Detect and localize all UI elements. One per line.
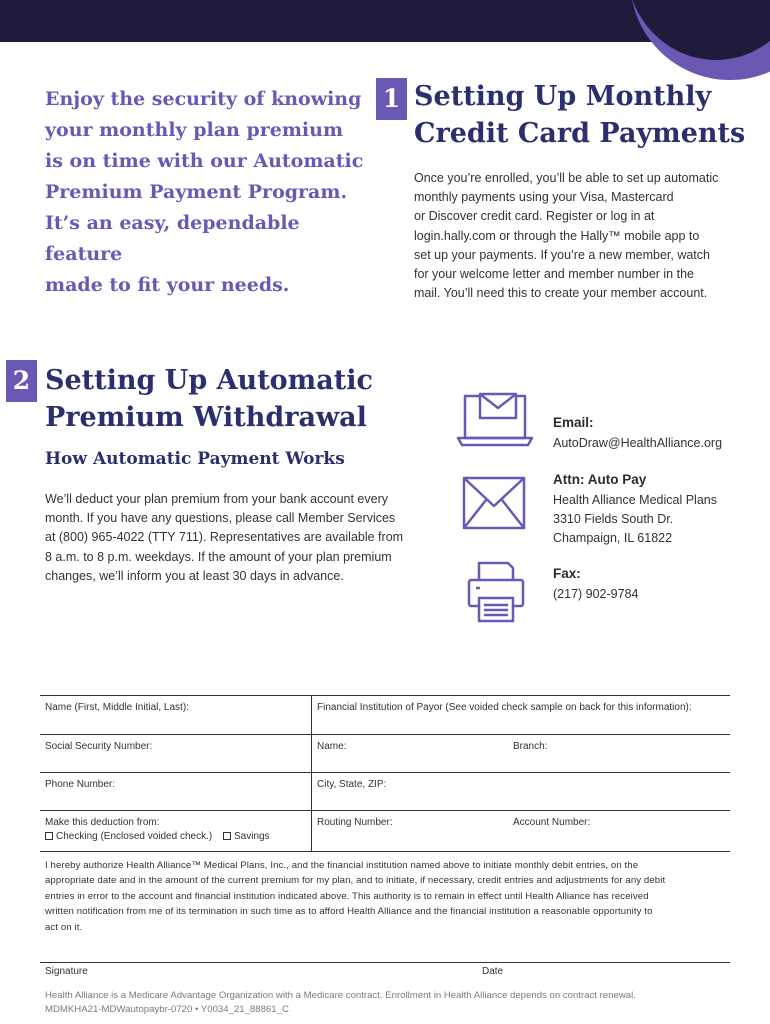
routing-account-cell xyxy=(312,811,730,851)
bank-name-field-label: Name: xyxy=(317,741,347,752)
authorization-line: entries in error to the account and financial institution indicated above. This authority is to remain in effect until Health Alliance has received xyxy=(45,890,649,902)
institution-field-label: Financial Institution of Payor (See voided check sample on back for this information): xyxy=(317,702,692,713)
footer-disclaimer: Health Alliance is a Medicare Advantage Organization with a Medicare contract. Enrollment in Health Alliance depends on contract renewal. xyxy=(45,990,636,1001)
fax-machine-icon xyxy=(466,560,526,624)
section-1-body-line: mail. You’ll need this to create your member account. xyxy=(414,286,708,301)
bank-name-branch-cell xyxy=(312,735,730,772)
mail-address-line: Champaign, IL 61822 xyxy=(553,531,673,545)
envelope-icon xyxy=(462,476,526,530)
name-field-label: Name (First, Middle Initial, Last): xyxy=(45,702,189,713)
deduction-label: Make this deduction from: xyxy=(45,817,160,828)
authorization-line: I hereby authorize Health Alliance™ Medical Plans, Inc., and the financial institution named above to initiate monthly debit entries, on the xyxy=(45,860,639,871)
section-2-body-line: 8 a.m. to 8 p.m. weekdays. If the amount of your plan premium xyxy=(45,549,392,564)
section-1-body-line: Once you’re enrolled, you’ll be able to set up automatic xyxy=(414,171,719,185)
checking-label: Checking (Enclosed voided check.) xyxy=(56,831,213,842)
authorization-line: act on it. xyxy=(45,921,83,933)
intro-tagline xyxy=(45,84,375,301)
section-2-body-line: month. If you have any questions, please call Member Services xyxy=(45,511,396,526)
email-label: Email: xyxy=(553,415,594,430)
section-1-title-line: Setting Up Monthly xyxy=(414,81,712,112)
laptop-mail-icon xyxy=(456,392,534,450)
branch-field[interactable] xyxy=(513,741,547,766)
form-row xyxy=(40,773,730,811)
form-row xyxy=(40,735,730,773)
section-2-number: 2 xyxy=(6,360,37,402)
mail-address-line: 3310 Fields South Dr. xyxy=(553,512,674,526)
section-2-body-line: at (800) 965-4022 (TTY 711). Representatives are available from xyxy=(45,530,404,545)
form-row xyxy=(40,696,730,735)
branch-field-label: Branch: xyxy=(513,741,548,752)
ssn-field[interactable] xyxy=(40,735,312,772)
section-1-body-line: or Discover credit card. Register or log in at xyxy=(414,209,655,224)
phone-field[interactable] xyxy=(40,773,312,810)
mail-address-line: Health Alliance Medical Plans xyxy=(553,493,717,507)
section-2-body-line: We’ll deduct your plan premium from your bank account every xyxy=(45,492,388,506)
phone-field-label: Phone Number: xyxy=(45,779,116,790)
name-field[interactable] xyxy=(40,696,312,734)
routing-number-field[interactable] xyxy=(317,817,513,845)
city-state-zip-field[interactable] xyxy=(312,773,730,810)
intro-line: your monthly plan premium xyxy=(45,119,344,141)
authorization-line: written notification from me of its termination in such time as to afford Health Alliance and the financial institution a reasonable opportunity to xyxy=(45,906,653,918)
fax-label: Fax: xyxy=(553,566,581,581)
savings-label: Savings xyxy=(233,831,270,842)
section-1-body-line: login.hally.com or through the Hally™ mobile app to xyxy=(414,228,700,243)
section-1-body-line: monthly payments using your Visa, Mastercard xyxy=(414,190,674,205)
section-1-number: 1 xyxy=(376,78,407,120)
section-2-title-line: Premium Withdrawal xyxy=(45,402,367,433)
authorization-statement xyxy=(40,852,730,941)
mail-attn-label: Attn: Auto Pay xyxy=(553,472,647,487)
savings-checkbox[interactable] xyxy=(223,832,231,840)
intro-line: It’s an easy, dependable feature xyxy=(45,212,300,265)
email-address[interactable]: AutoDraw@HealthAlliance.org xyxy=(553,436,723,450)
city-state-zip-label: City, State, ZIP: xyxy=(317,779,387,790)
section-2-subheading: How Automatic Payment Works xyxy=(45,449,345,469)
intro-line: Premium Payment Program. xyxy=(45,181,348,203)
account-number-label: Account Number: xyxy=(513,817,591,828)
routing-number-label: Routing Number: xyxy=(317,817,393,828)
section-2-body-line: changes, we’ll inform you at least 30 days in advance. xyxy=(45,568,344,583)
deduction-source-cell xyxy=(40,811,312,851)
intro-line: is on time with our Automatic xyxy=(45,150,364,172)
checking-checkbox[interactable] xyxy=(45,832,53,840)
institution-field[interactable] xyxy=(312,696,730,734)
signature-line[interactable] xyxy=(40,962,730,963)
intro-line: Enjoy the security of knowing xyxy=(45,88,362,110)
section-2-title xyxy=(45,362,373,436)
section-1-title-line: Credit Card Payments xyxy=(414,118,746,149)
enrollment-form xyxy=(40,695,730,941)
ssn-field-label: Social Security Number: xyxy=(45,741,153,752)
footer-document-code: MDMKHA21-MDWautopaybr-0720 • Y0034_21_88861_C xyxy=(45,1004,289,1015)
bank-name-field[interactable] xyxy=(317,741,513,766)
section-2-title-line: Setting Up Automatic xyxy=(45,365,373,396)
signature-label: Signature xyxy=(45,966,88,977)
account-number-field[interactable] xyxy=(513,817,590,845)
authorization-line: appropriate date and in the amount of the current premium for my plan, and to initiate, if necessary, credit entries and adjustments for any debit xyxy=(45,875,666,887)
date-label: Date xyxy=(482,966,504,977)
section-1-body-line: set up your payments. If you’re a new member, watch xyxy=(414,247,710,262)
intro-line: made to fit your needs. xyxy=(45,274,290,296)
section-1-body-line: for your welcome letter and member number in the xyxy=(414,267,694,282)
section-2-body xyxy=(45,490,405,586)
section-1-title xyxy=(414,78,745,152)
section-1-body xyxy=(414,169,744,303)
form-row xyxy=(40,811,730,852)
fax-number: (217) 902-9784 xyxy=(553,587,639,601)
